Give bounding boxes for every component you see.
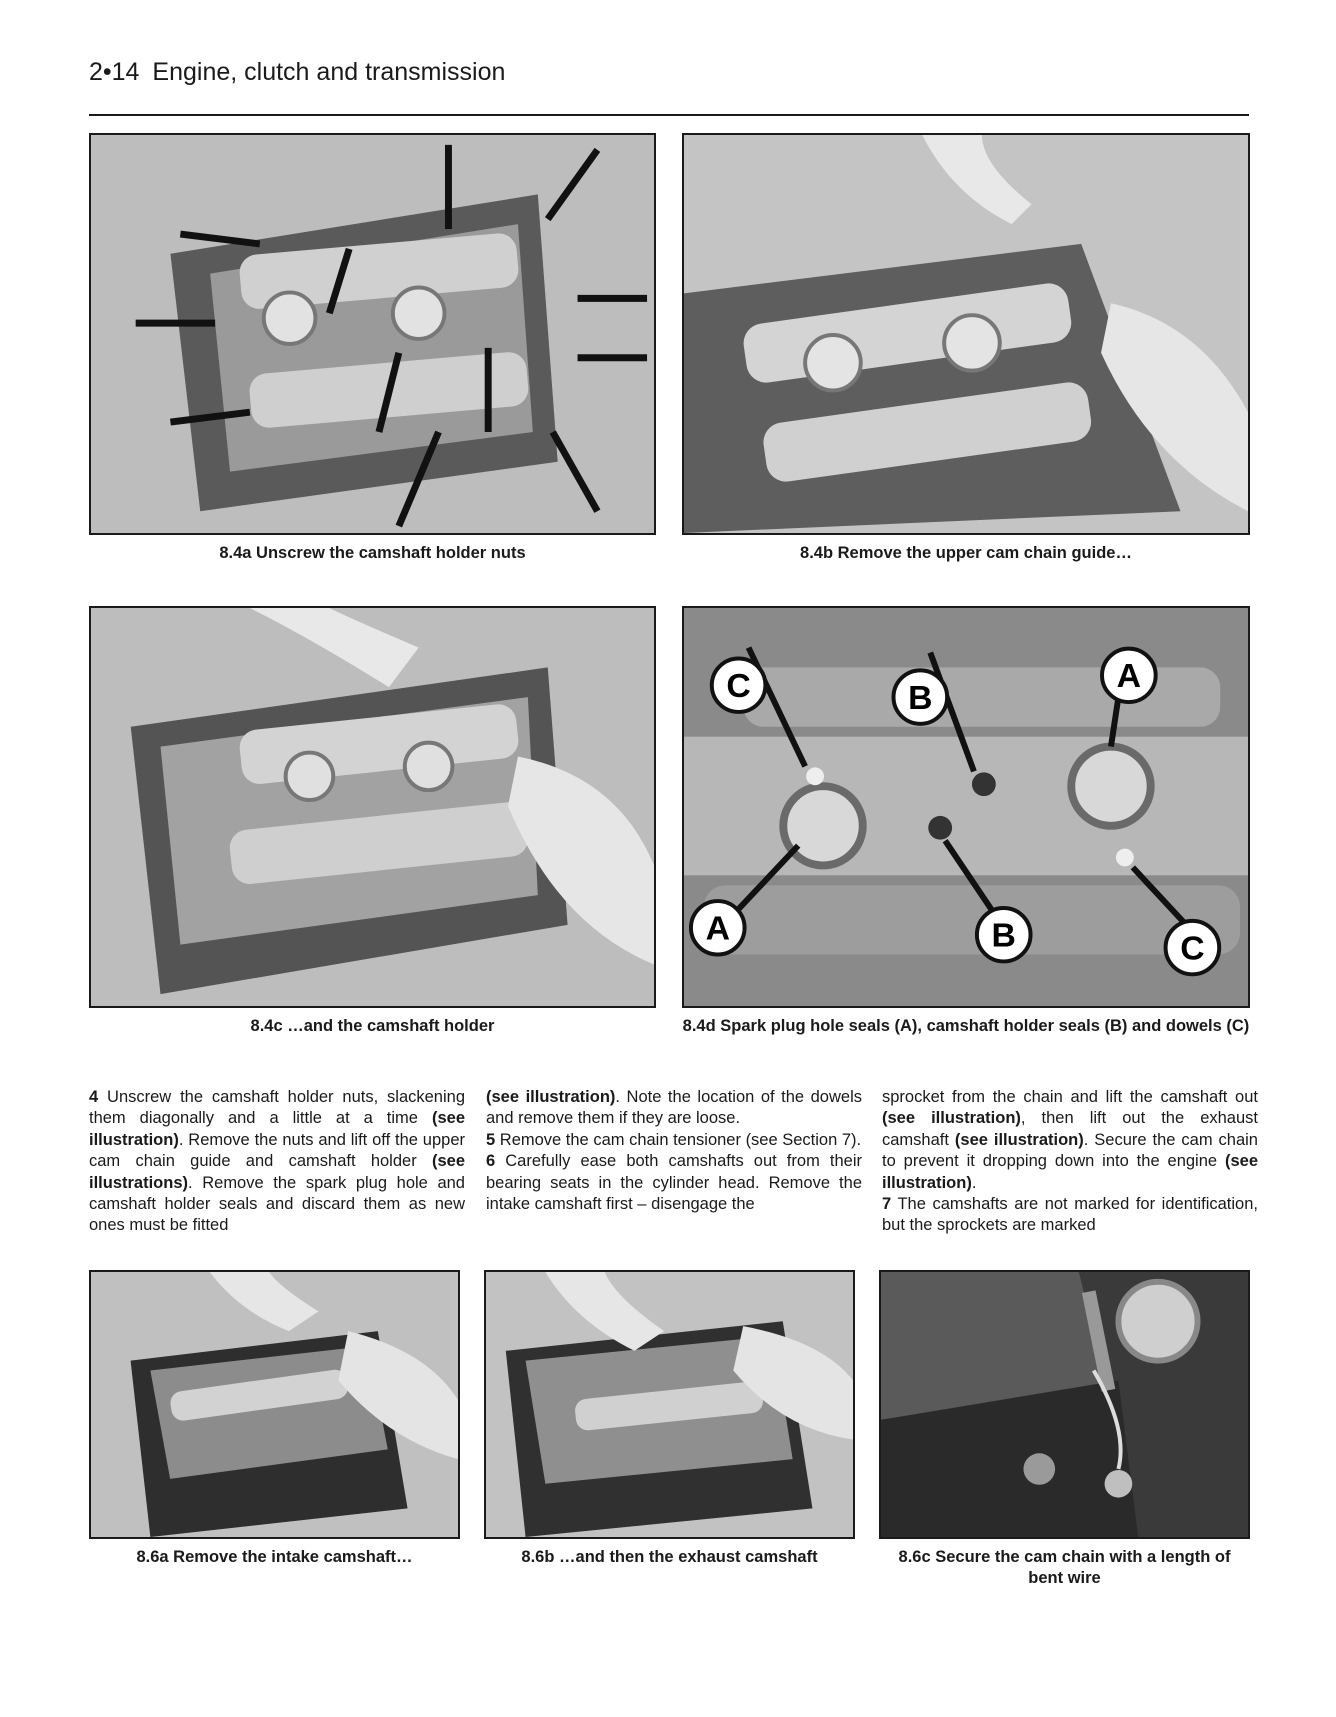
caption-8-6b: 8.6b …and then the exhaust camshaft: [521, 1548, 818, 1566]
paragraph-7: [882, 1194, 1258, 1237]
photo-8-6a: [89, 1270, 460, 1539]
illustration-ref: (see illustration): [486, 1088, 616, 1106]
paragraph-5: [486, 1130, 862, 1151]
photo-8-4a: [89, 133, 656, 535]
caption-8-6c: 8.6c Secure the cam chain with a length of bent wire: [898, 1548, 1231, 1587]
caption-8-4a: 8.4a Unscrew the camshaft holder nuts: [219, 544, 526, 562]
step-number: 7: [882, 1195, 892, 1214]
caption-8-6a: 8.6a Remove the intake camshaft…: [136, 1548, 413, 1566]
photo-8-6b: [484, 1270, 855, 1539]
caption-8-4d: 8.4d Spark plug hole seals (A), camshaft holder seals (B) and dowels (C): [682, 1017, 1250, 1035]
illustration-ref: (see illustrations): [89, 1152, 465, 1192]
paragraph-text: Unscrew the camshaft holder nuts, slackening them diagonally and a little at a time: [89, 1088, 465, 1128]
caption-8-4b: 8.4b Remove the upper cam chain guide…: [800, 544, 1132, 562]
paragraph-text: Remove the cam chain tensioner (see Section 7).: [495, 1130, 862, 1149]
illustration-ref: (see illustration): [882, 1109, 1021, 1128]
text-column-2: [486, 1087, 862, 1215]
paragraph-text: The camshafts are not marked for identification, but the sprockets are marked: [882, 1195, 1258, 1235]
paragraph-cont: [486, 1087, 862, 1130]
paragraph-text: .: [971, 1173, 977, 1192]
paragraph-text: , then lift out the exhaust camshaft: [882, 1109, 1258, 1149]
paragraph-cont: [882, 1087, 1258, 1194]
label-a-1: A: [1116, 657, 1142, 696]
label-b-2: B: [991, 916, 1016, 955]
paragraph-text: . Secure the cam chain to prevent it dropping down into the engine: [882, 1130, 1258, 1171]
illustration-ref: (see illustration): [882, 1152, 1258, 1192]
label-c-2: C: [1180, 929, 1205, 968]
paragraph-text: . Remove the spark plug hole and camshaft holder seals and discard them as new ones must be fitted: [89, 1173, 465, 1235]
step-number: 4: [89, 1088, 99, 1106]
label-a-2: A: [705, 909, 730, 948]
text-column-3: [882, 1087, 1258, 1237]
paragraph-text: Carefully ease both camshafts out from their bearing seats in the cylinder head. Remove the intake camshaft first – disengage the: [486, 1152, 862, 1214]
page-header: [89, 58, 505, 87]
paragraph-text: . Note the location of the dowels and remove them if they are loose.: [486, 1088, 862, 1128]
step-number: 5: [486, 1130, 496, 1149]
paragraph-text: sprocket from the chain and lift the camshaft out: [882, 1088, 1258, 1106]
paragraph-4: [89, 1087, 465, 1237]
step-number: 6: [486, 1152, 496, 1171]
paragraph-6: [486, 1151, 862, 1215]
photo-8-4b: [682, 133, 1250, 535]
text-column-1: [89, 1087, 465, 1237]
caption-8-4c: 8.4c …and the camshaft holder: [250, 1017, 495, 1035]
photo-8-4c: [89, 606, 656, 1008]
illustration-ref: (see illustration): [954, 1130, 1084, 1149]
illustration-ref: (see illustration): [89, 1109, 465, 1149]
photo-8-4d: [682, 606, 1250, 1008]
paragraph-text: . Remove the nuts and lift off the upper cam chain guide and camshaft holder: [89, 1130, 465, 1171]
header-rule: [89, 114, 1249, 116]
label-c-1: C: [726, 667, 751, 706]
label-b-1: B: [908, 679, 933, 717]
page-number: 2•14: [89, 58, 140, 86]
chapter-title: Engine, clutch and transmission: [152, 58, 506, 86]
photo-8-6c: [879, 1270, 1250, 1539]
